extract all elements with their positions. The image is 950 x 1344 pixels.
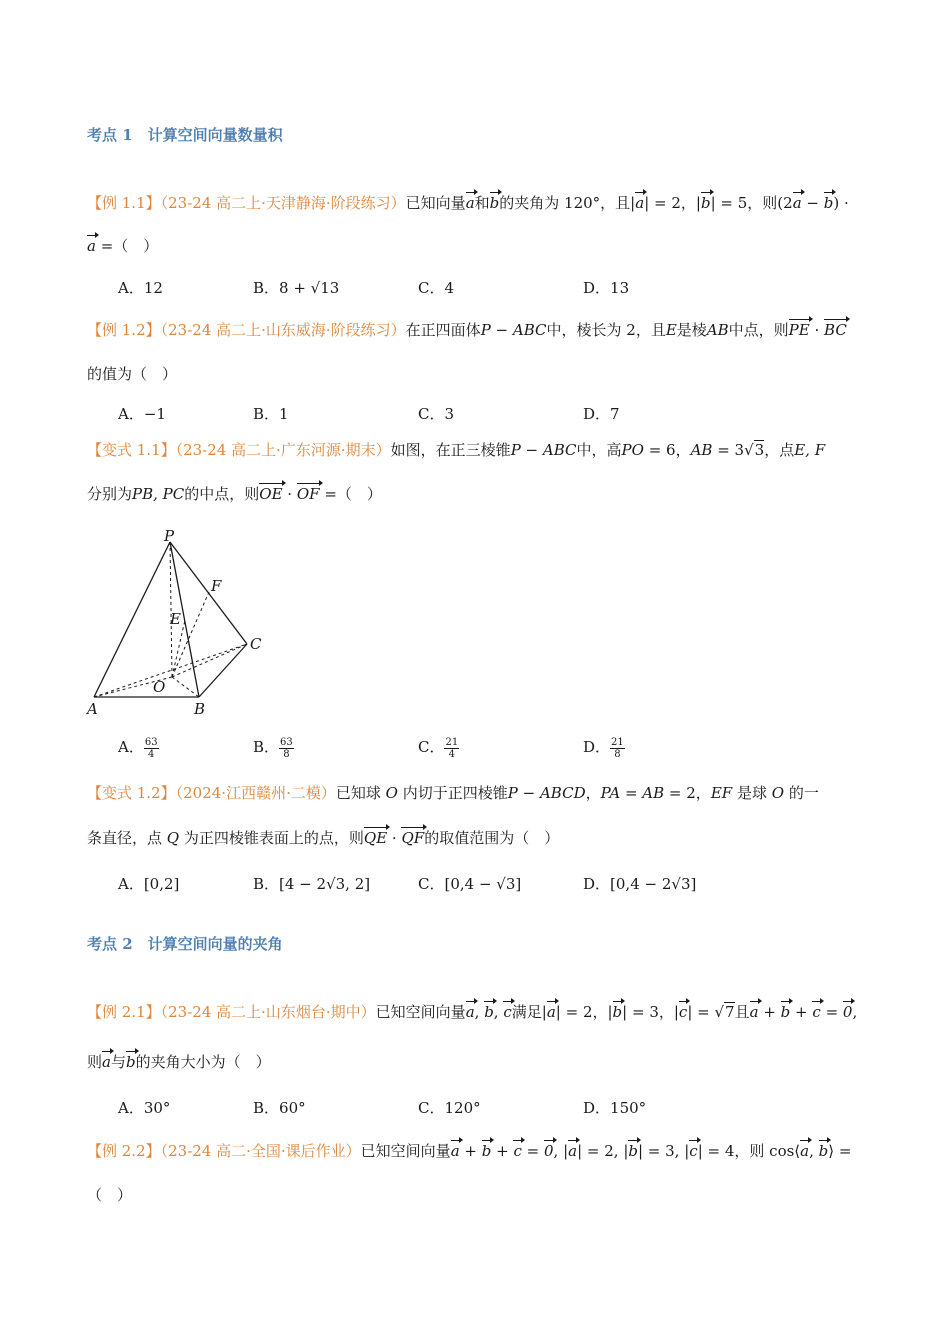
label-a: A <box>87 700 98 718</box>
option-b[interactable]: B．60° <box>253 1099 306 1117</box>
example-1-2-line2: 的值为（ ） <box>87 365 178 383</box>
variant-1-1-line2: 分别为PB, PC的中点，则OE · OF =（ ） <box>87 485 382 503</box>
label-c: C <box>250 635 262 653</box>
option-a[interactable]: A． $\frac{63}{4}$ <box>118 736 158 760</box>
example-1-1-line2: a =（ ） <box>87 237 159 255</box>
option-a[interactable]: A．30° <box>118 1099 171 1117</box>
option-b[interactable]: B．[4 − 2√3, 2] <box>253 875 371 893</box>
section-title-1: 考点 1 计算空间向量数量积 <box>87 126 283 144</box>
example-2-2-line2: （ ） <box>87 1186 133 1204</box>
option-d[interactable]: D．[0,4 − 2√3] <box>583 875 697 893</box>
option-b[interactable]: B．1 <box>253 405 289 423</box>
example-2-1-line1: 【例 2.1】（23-24 高二上·山东烟台·期中）已知空间向量a, b, c满足|a| = 2，|b| = 3，|c| = √7且a + b + c = 0, <box>87 1003 858 1021</box>
option-d[interactable]: D．13 <box>583 279 630 297</box>
option-c[interactable]: C．[0,4 − √3] <box>418 875 522 893</box>
option-d[interactable]: D．150° <box>583 1099 647 1117</box>
section-title-2: 考点 2 计算空间向量的夹角 <box>87 935 283 953</box>
example-2-1-line2: 则a与b的夹角大小为（ ） <box>87 1053 271 1071</box>
example-1-1-line1: 【例 1.1】（23-24 高二上·天津静海·阶段练习）已知向量a和b的夹角为 120°，且|a| = 2，|b| = 5，则(2a − b) · <box>87 194 849 212</box>
example-1-2-line1: 【例 1.2】（23-24 高二上·山东威海·阶段练习）在正四面体P − ABC中，棱长为 2，且E是棱AB中点，则PE · BC <box>87 321 847 339</box>
option-a[interactable]: A．−1 <box>118 405 166 423</box>
option-c[interactable]: C．120° <box>418 1099 481 1117</box>
option-b[interactable]: B． $\frac{63}{8}$ <box>253 736 293 760</box>
variant-1-2-line2: 条直径，点 Q 为正四棱锥表面上的点，则QE · QF的取值范围为（ ） <box>87 829 560 847</box>
label-f: F <box>211 577 222 595</box>
label-e: E <box>170 610 181 628</box>
option-d[interactable]: D． $\frac{21}{8}$ <box>583 736 624 760</box>
pyramid-figure <box>84 525 274 720</box>
label-p: P <box>164 527 175 545</box>
option-a[interactable]: A．[0,2] <box>118 875 180 893</box>
example-2-2-line1: 【例 2.2】（23-24 高二·全国·课后作业）已知空间向量a + b + c = 0, |a| = 2, |b| = 3, |c| = 4，则 cos⟨a, b⟩ = <box>87 1142 852 1160</box>
option-c[interactable]: C．4 <box>418 279 455 297</box>
option-c[interactable]: C． $\frac{21}{4}$ <box>418 736 459 760</box>
option-a[interactable]: A．12 <box>118 279 163 297</box>
variant-1-2-line1: 【变式 1.2】（2024·江西赣州·二模）已知球 O 内切于正四棱锥P − ABCD，PA = AB = 2，EF 是球 O 的一 <box>87 784 819 802</box>
label-b: B <box>194 700 206 718</box>
option-d[interactable]: D．7 <box>583 405 620 423</box>
example-tag: 【例 1.1】（23-24 高二上·天津静海·阶段练习） <box>87 194 406 212</box>
option-b[interactable]: B．8 + √13 <box>253 279 340 297</box>
variant-1-1-line1: 【变式 1.1】（23-24 高二上·广东河源·期末）如图，在正三棱锥P − ABC中，高PO = 6，AB = 3√3，点E, F <box>87 441 826 459</box>
label-o: O <box>153 678 166 696</box>
option-c[interactable]: C．3 <box>418 405 455 423</box>
